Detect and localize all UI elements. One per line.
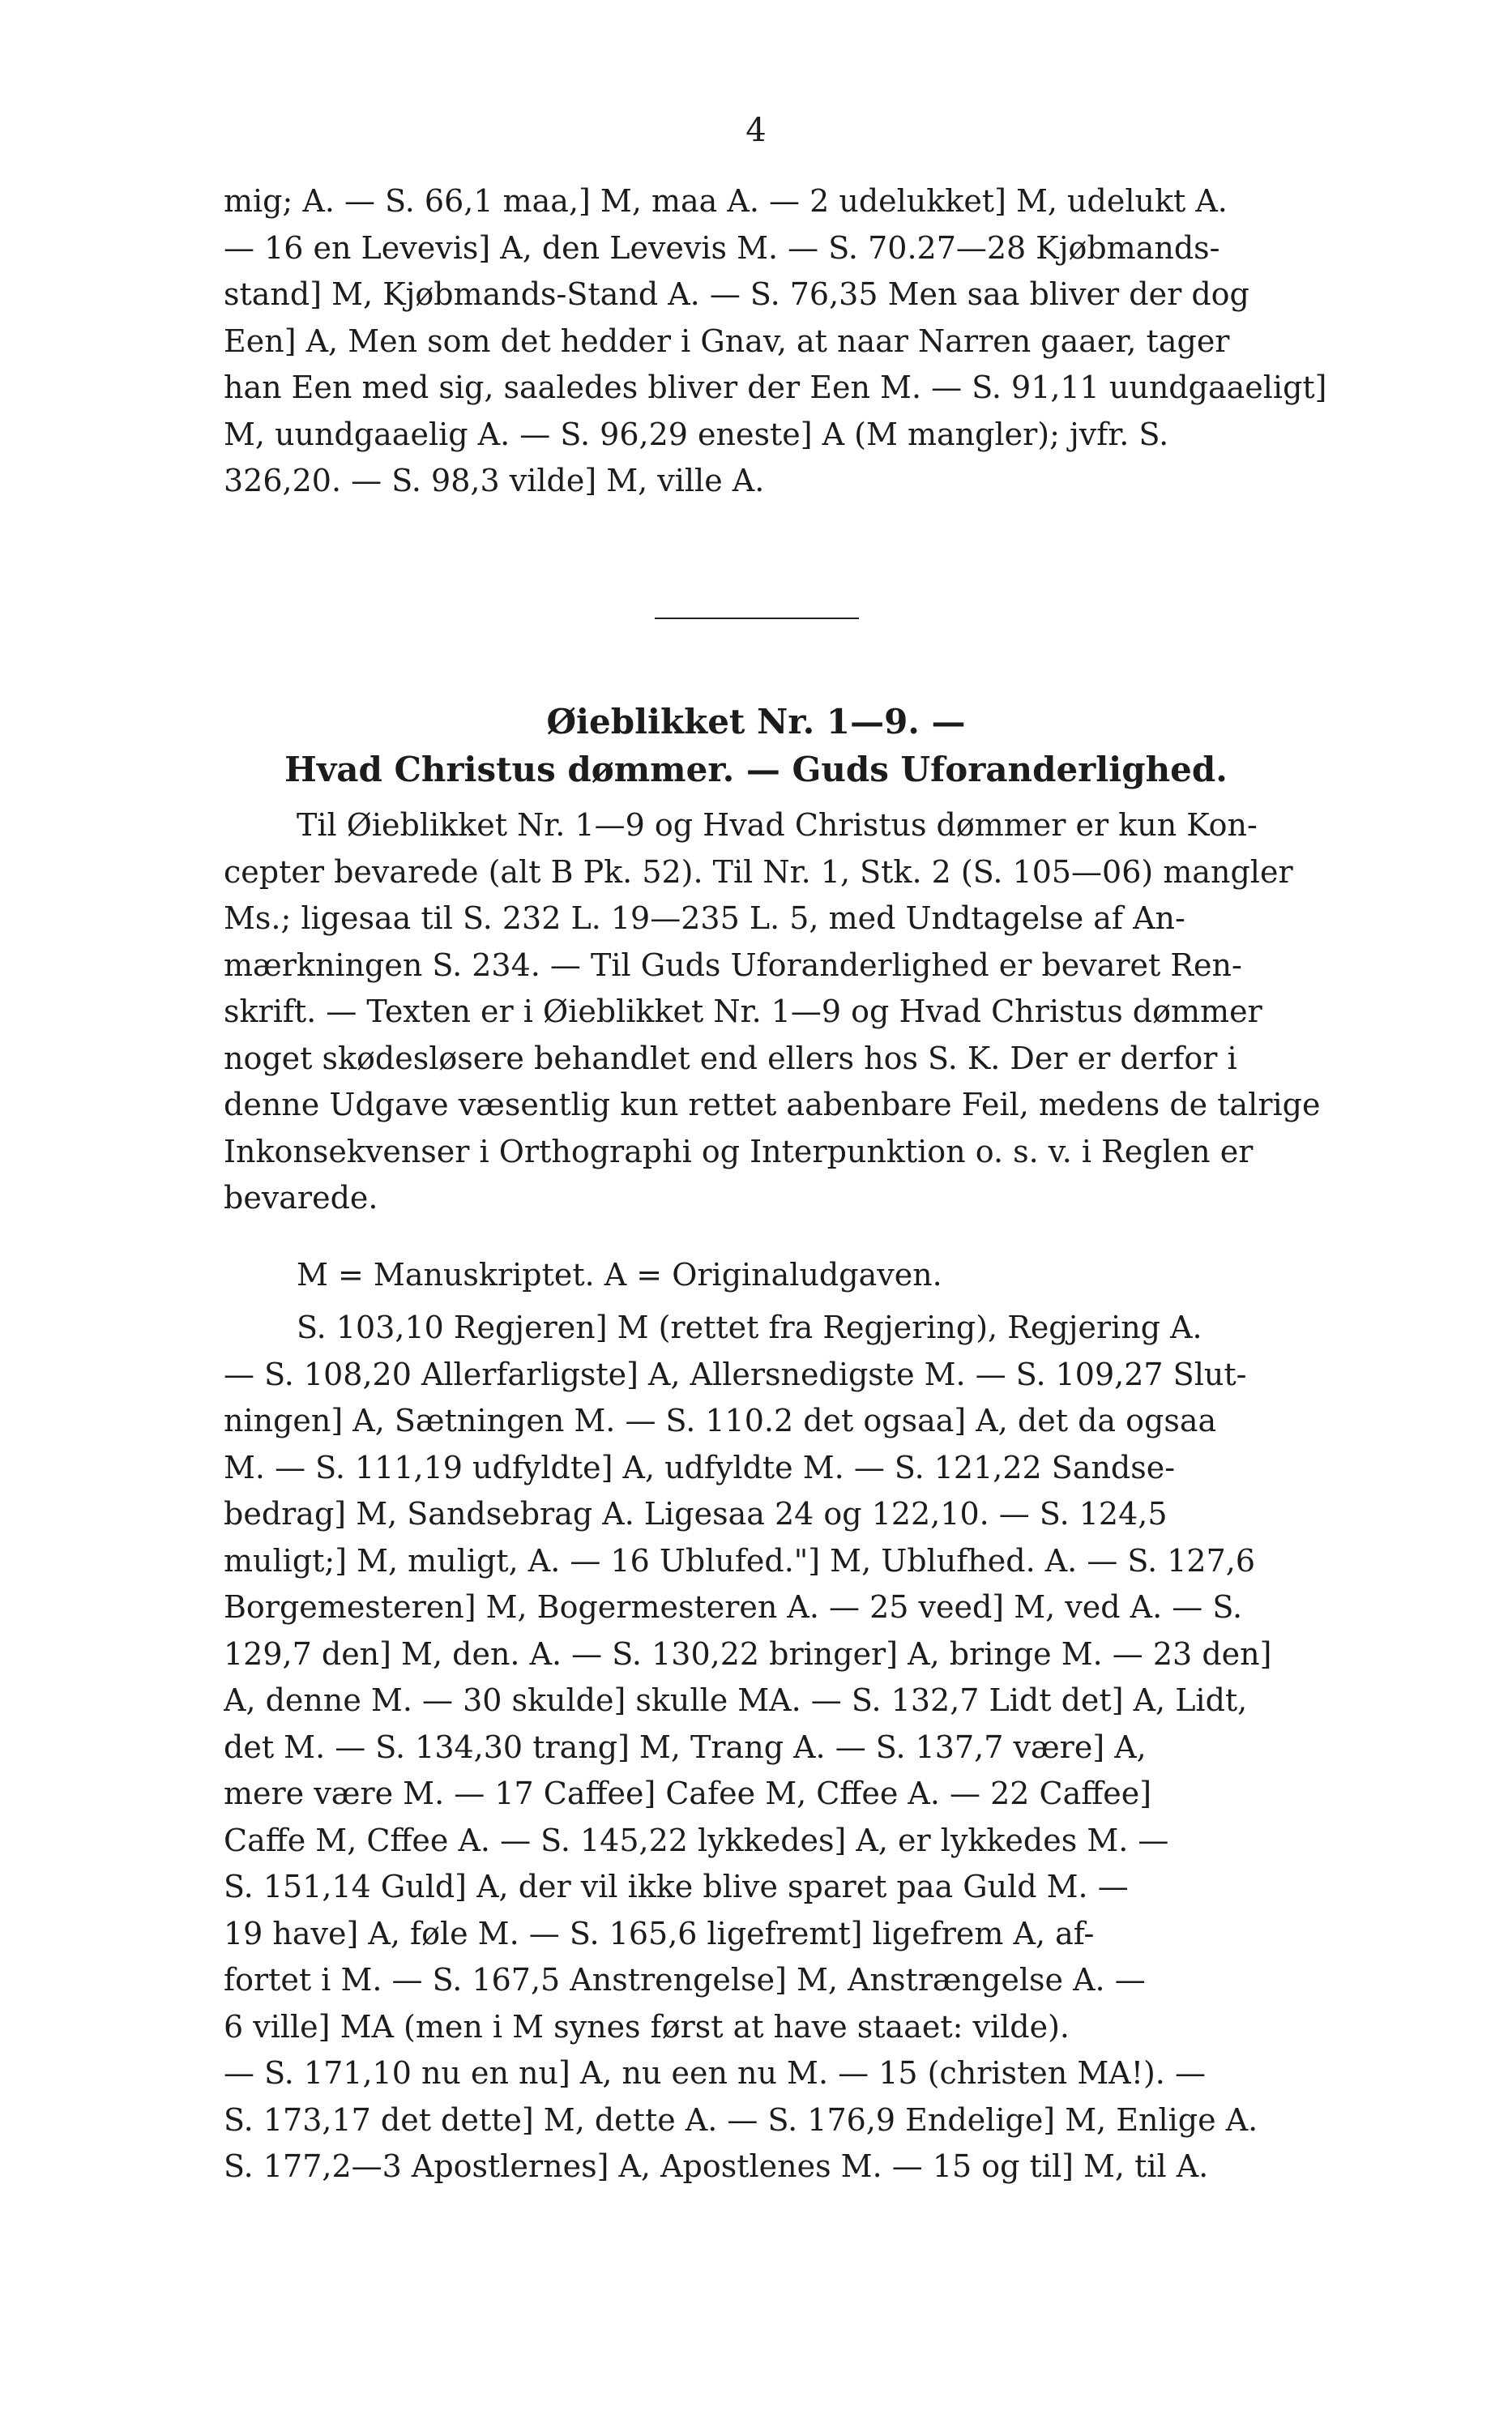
- text-line: cepter bevarede (alt B Pk. 52). Til Nr. 1, Stk. 2 (S. 105—06) mangler: [224, 853, 1293, 890]
- text-line: fortet i M. — S. 167,5 Anstrengelse] M, Anstrængelse A. —: [224, 1962, 1146, 1998]
- text-line: 6 ville] MA (men i M synes først at have staaet: vilde).: [224, 2008, 1070, 2045]
- text-line: S. 103,10 Regjeren] M (rettet fra Regjering), Regjering A.: [297, 1310, 1202, 1345]
- text-line: Til Øieblikket Nr. 1—9 og Hvad Christus dømmer er kun Kon-: [297, 807, 1258, 843]
- text-line: mere være M. — 17 Caffee] Cafee M, Cffee A. — 22 Caffee]: [224, 1776, 1152, 1811]
- text-line: S. 173,17 det dette] M, dette A. — S. 176,9 Endelige] M, Enlige A.: [224, 2101, 1258, 2138]
- text-line: Ms.; ligesaa til S. 232 L. 19—235 L. 5, med Undtagelse af An-: [224, 900, 1185, 936]
- text-line: han Een med sig, saaledes bliver der Een M. — S. 91,11 uundgaaeligt]: [224, 370, 1327, 405]
- text-line: mærkningen S. 234. — Til Guds Uforanderlighed er bevaret Ren-: [224, 947, 1242, 983]
- top-text-block: [224, 178, 1352, 505]
- text-line: S. 151,14 Guld] A, der vil ikke blive sparet paa Guld M. —: [224, 1869, 1129, 1904]
- text-line: S. 177,2—3 Apostlernes] A, Apostlenes M. — 15 og til] M, til A.: [224, 2148, 1209, 2184]
- abbreviation-legend: [224, 1252, 1352, 1299]
- text-line: mig; A. — S. 66,1 maa,] M, maa A. — 2 udelukket] M, udelukt A.: [224, 183, 1228, 219]
- page-number: 4: [745, 112, 767, 149]
- section-heading: Øieblikket Nr. 1—9. —: [546, 702, 966, 742]
- text-line: — 16 en Levevis] A, den Levevis M. — S. 70.27—28 Kjøbmands-: [224, 229, 1220, 266]
- notes-paragraph: [224, 802, 1352, 1222]
- variants-paragraph: [224, 1305, 1352, 2191]
- text-line: Inkonsekvenser i Orthographi og Interpunktion o. s. v. i Reglen er: [224, 1133, 1254, 1169]
- text-line: Een] A, Men som det hedder i Gnav, at naar Narren gaaer, tager: [224, 323, 1230, 359]
- text-line: skrift. — Texten er i Øieblikket Nr. 1—9 og Hvad Christus dømmer: [224, 994, 1262, 1029]
- text-line: noget skødesløsere behandlet end ellers hos S. K. Der er derfor i: [224, 1040, 1237, 1076]
- section-subheading: Hvad Christus dømmer. — Guds Uforanderlighed.: [284, 750, 1228, 789]
- section-divider: [655, 618, 859, 619]
- text-line: bevarede.: [224, 1180, 378, 1216]
- text-line: M. — S. 111,19 udfyldte] A, udfyldte M. — S. 121,22 Sandse-: [224, 1449, 1176, 1485]
- text-line: stand] M, Kjøbmands-Stand A. — S. 76,35 Men saa bliver der dog: [224, 276, 1249, 312]
- text-line: ningen] A, Sætningen M. — S. 110.2 det ogsaa] A, det da ogsaa: [224, 1403, 1217, 1438]
- text-line: muligt;] M, muligt, A. — 16 Ublufed."] M, Ublufhed. A. — S. 127,6: [224, 1542, 1256, 1579]
- text-line: Borgemesteren] M, Bogermesteren A. — 25 veed] M, ved A. — S.: [224, 1589, 1243, 1625]
- text-line: bedrag] M, Sandsebrag A. Ligesaa 24 og 122,10. — S. 124,5: [224, 1496, 1168, 1532]
- text-line: A, denne M. — 30 skulde] skulle MA. — S. 132,7 Lidt det] A, Lidt,: [224, 1682, 1248, 1718]
- text-line: — S. 171,10 nu en nu] A, nu een nu M. — 15 (christen MA!). —: [224, 2055, 1206, 2091]
- text-line: 326,20. — S. 98,3 vilde] M, ville A.: [224, 463, 765, 498]
- text-line: M, uundgaaelig A. — S. 96,29 eneste] A (M mangler); jvfr. S.: [224, 416, 1169, 452]
- text-line: denne Udgave væsentlig kun rettet aabenbare Feil, medens de talrige: [224, 1087, 1321, 1122]
- text-line: 19 have] A, føle M. — S. 165,6 ligefremt] ligefrem A, af-: [224, 1915, 1095, 1951]
- legend-line: M = Manuskriptet. A = Originaludgaven.: [297, 1257, 942, 1293]
- text-line: det M. — S. 134,30 trang] M, Trang A. — S. 137,7 være] A,: [224, 1729, 1147, 1765]
- text-line: 129,7 den] M, den. A. — S. 130,22 bringer] A, bringe M. — 23 den]: [224, 1635, 1272, 1672]
- text-line: — S. 108,20 Allerfarligste] A, Allersnedigste M. — S. 109,27 Slut-: [224, 1356, 1247, 1392]
- text-line: Caffe M, Cffee A. — S. 145,22 lykkedes] A, er lykkedes M. —: [224, 1822, 1169, 1858]
